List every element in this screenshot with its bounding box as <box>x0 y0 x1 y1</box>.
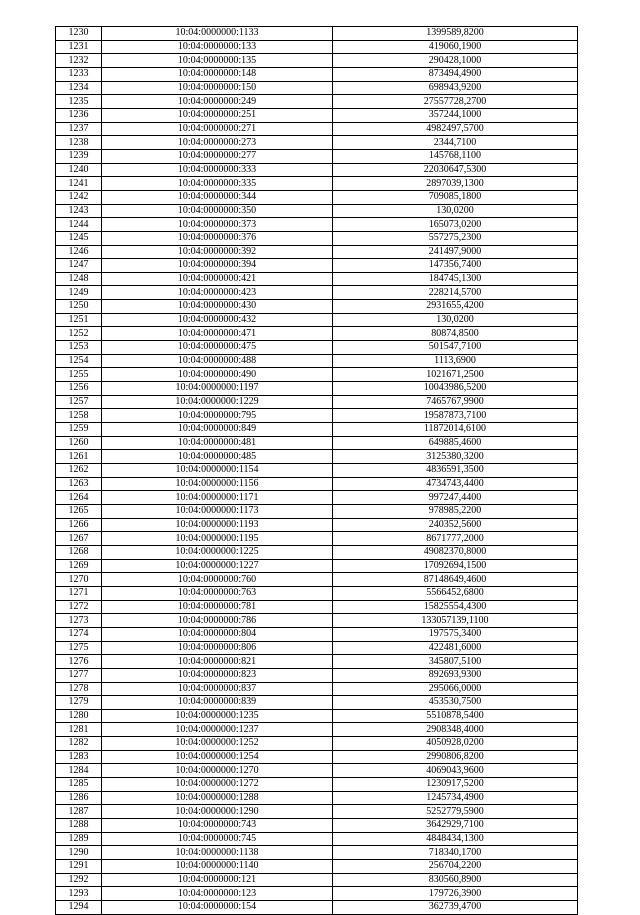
table-row <box>56 545 578 559</box>
row-number-cell: 1251 <box>56 313 102 327</box>
cadastral-number-cell: 10:04:0000000:1290 <box>102 805 333 819</box>
row-number-cell: 1250 <box>56 300 102 314</box>
row-number-cell: 1294 <box>56 901 102 915</box>
row-number-cell: 1238 <box>56 136 102 150</box>
cadastral-number-cell: 10:04:0000000:249 <box>102 95 333 109</box>
cadastral-number-cell: 10:04:0000000:1237 <box>102 723 333 737</box>
cadastral-number-cell: 10:04:0000000:373 <box>102 218 333 232</box>
row-number-cell: 1243 <box>56 204 102 218</box>
cadastral-number-cell: 10:04:0000000:150 <box>102 81 333 95</box>
cadastral-number-cell: 10:04:0000000:392 <box>102 245 333 259</box>
row-number-cell: 1235 <box>56 95 102 109</box>
cadastral-number-cell: 10:04:0000000:271 <box>102 122 333 136</box>
cadastral-number-cell: 10:04:0000000:335 <box>102 177 333 191</box>
value-cell: 256704,2200 <box>333 860 578 874</box>
row-number-cell: 1273 <box>56 614 102 628</box>
cadastral-number-cell: 10:04:0000000:804 <box>102 627 333 641</box>
value-cell: 3642929,7100 <box>333 819 578 833</box>
table-row <box>56 27 578 41</box>
row-number-cell: 1264 <box>56 491 102 505</box>
row-number-cell: 1233 <box>56 67 102 81</box>
row-number-cell: 1242 <box>56 190 102 204</box>
table-row <box>56 218 578 232</box>
table-row <box>56 286 578 300</box>
table-row <box>56 245 578 259</box>
value-cell: 422481,6000 <box>333 641 578 655</box>
table-row <box>56 559 578 573</box>
value-cell: 241497,9000 <box>333 245 578 259</box>
row-number-cell: 1270 <box>56 573 102 587</box>
row-number-cell: 1254 <box>56 354 102 368</box>
cadastral-number-cell: 10:04:0000000:471 <box>102 327 333 341</box>
cadastral-number-cell: 10:04:0000000:1229 <box>102 395 333 409</box>
table-row <box>56 668 578 682</box>
table-row <box>56 778 578 792</box>
row-number-cell: 1256 <box>56 382 102 396</box>
cadastral-number-cell: 10:04:0000000:481 <box>102 436 333 450</box>
table-row <box>56 696 578 710</box>
row-number-cell: 1279 <box>56 696 102 710</box>
cadastral-number-cell: 10:04:0000000:423 <box>102 286 333 300</box>
cadastral-number-cell: 10:04:0000000:121 <box>102 873 333 887</box>
row-number-cell: 1265 <box>56 504 102 518</box>
row-number-cell: 1283 <box>56 750 102 764</box>
cadastral-number-cell: 10:04:0000000:277 <box>102 149 333 163</box>
table-row <box>56 313 578 327</box>
cadastral-number-cell: 10:04:0000000:133 <box>102 40 333 54</box>
cadastral-number-cell: 10:04:0000000:1227 <box>102 559 333 573</box>
cadastral-number-cell: 10:04:0000000:849 <box>102 423 333 437</box>
table-row <box>56 504 578 518</box>
cadastral-number-cell: 10:04:0000000:123 <box>102 887 333 901</box>
row-number-cell: 1269 <box>56 559 102 573</box>
table-row <box>56 464 578 478</box>
cadastral-number-cell: 10:04:0000000:1225 <box>102 545 333 559</box>
row-number-cell: 1244 <box>56 218 102 232</box>
row-number-cell: 1231 <box>56 40 102 54</box>
row-number-cell: 1232 <box>56 54 102 68</box>
table-row <box>56 436 578 450</box>
value-cell: 3125380,3200 <box>333 450 578 464</box>
cadastral-number-cell: 10:04:0000000:763 <box>102 586 333 600</box>
table-row <box>56 764 578 778</box>
value-cell: 5510878,5400 <box>333 709 578 723</box>
cadastral-number-cell: 10:04:0000000:1195 <box>102 532 333 546</box>
row-number-cell: 1272 <box>56 600 102 614</box>
value-cell: 15825554,4300 <box>333 600 578 614</box>
cadastral-number-cell: 10:04:0000000:1138 <box>102 846 333 860</box>
table-row <box>56 54 578 68</box>
table-row <box>56 95 578 109</box>
row-number-cell: 1234 <box>56 81 102 95</box>
cadastral-number-cell: 10:04:0000000:839 <box>102 696 333 710</box>
table-row <box>56 149 578 163</box>
row-number-cell: 1277 <box>56 668 102 682</box>
row-number-cell: 1291 <box>56 860 102 874</box>
value-cell: 1021671,2500 <box>333 368 578 382</box>
value-cell: 2344,7100 <box>333 136 578 150</box>
row-number-cell: 1260 <box>56 436 102 450</box>
table-row <box>56 791 578 805</box>
value-cell: 19587873,7100 <box>333 409 578 423</box>
cadastral-number-cell: 10:04:0000000:823 <box>102 668 333 682</box>
cadastral-number-cell: 10:04:0000000:806 <box>102 641 333 655</box>
value-cell: 649885,4600 <box>333 436 578 450</box>
value-cell: 4982497,5700 <box>333 122 578 136</box>
value-cell: 5566452,6800 <box>333 586 578 600</box>
value-cell: 17092694,1500 <box>333 559 578 573</box>
value-cell: 179726,3900 <box>333 887 578 901</box>
cadastral-number-cell: 10:04:0000000:821 <box>102 655 333 669</box>
table-row <box>56 354 578 368</box>
table-row <box>56 477 578 491</box>
cadastral-number-cell: 10:04:0000000:795 <box>102 409 333 423</box>
cadastral-number-cell: 10:04:0000000:1140 <box>102 860 333 874</box>
value-cell: 362739,4700 <box>333 901 578 915</box>
table-row <box>56 860 578 874</box>
row-number-cell: 1268 <box>56 545 102 559</box>
table-row <box>56 231 578 245</box>
value-cell: 698943,9200 <box>333 81 578 95</box>
cadastral-number-cell: 10:04:0000000:1154 <box>102 464 333 478</box>
row-number-cell: 1280 <box>56 709 102 723</box>
row-number-cell: 1252 <box>56 327 102 341</box>
table-row <box>56 819 578 833</box>
cadastral-number-cell: 10:04:0000000:743 <box>102 819 333 833</box>
table-row <box>56 873 578 887</box>
row-number-cell: 1248 <box>56 272 102 286</box>
table-row <box>56 423 578 437</box>
table-row <box>56 204 578 218</box>
table-row <box>56 163 578 177</box>
value-cell: 295066,0000 <box>333 682 578 696</box>
cadastral-number-cell: 10:04:0000000:490 <box>102 368 333 382</box>
row-number-cell: 1292 <box>56 873 102 887</box>
value-cell: 145768,1100 <box>333 149 578 163</box>
value-cell: 4836591,3500 <box>333 464 578 478</box>
cadastral-number-cell: 10:04:0000000:488 <box>102 354 333 368</box>
table-row <box>56 532 578 546</box>
row-number-cell: 1271 <box>56 586 102 600</box>
value-cell: 184745,1300 <box>333 272 578 286</box>
value-cell: 11872014,6100 <box>333 423 578 437</box>
cadastral-number-cell: 10:04:0000000:786 <box>102 614 333 628</box>
cadastral-number-cell: 10:04:0000000:394 <box>102 259 333 273</box>
table-row <box>56 682 578 696</box>
table-row <box>56 341 578 355</box>
cadastral-number-cell: 10:04:0000000:1133 <box>102 27 333 41</box>
cadastral-number-cell: 10:04:0000000:135 <box>102 54 333 68</box>
value-cell: 345807,5100 <box>333 655 578 669</box>
table-row <box>56 600 578 614</box>
value-cell: 709085,1800 <box>333 190 578 204</box>
table-row <box>56 122 578 136</box>
row-number-cell: 1278 <box>56 682 102 696</box>
row-number-cell: 1236 <box>56 108 102 122</box>
row-number-cell: 1247 <box>56 259 102 273</box>
row-number-cell: 1275 <box>56 641 102 655</box>
cadastral-number-cell: 10:04:0000000:1254 <box>102 750 333 764</box>
row-number-cell: 1286 <box>56 791 102 805</box>
table-row <box>56 395 578 409</box>
cadastral-number-cell: 10:04:0000000:350 <box>102 204 333 218</box>
row-number-cell: 1282 <box>56 737 102 751</box>
value-cell: 4069043,9600 <box>333 764 578 778</box>
value-cell: 7465767,9900 <box>333 395 578 409</box>
value-cell: 830560,8900 <box>333 873 578 887</box>
value-cell: 718340,1700 <box>333 846 578 860</box>
cadastral-number-cell: 10:04:0000000:837 <box>102 682 333 696</box>
value-cell: 165073,0200 <box>333 218 578 232</box>
table-row <box>56 136 578 150</box>
row-number-cell: 1239 <box>56 149 102 163</box>
row-number-cell: 1288 <box>56 819 102 833</box>
table-row <box>56 750 578 764</box>
row-number-cell: 1245 <box>56 231 102 245</box>
cadastral-number-cell: 10:04:0000000:251 <box>102 108 333 122</box>
row-number-cell: 1293 <box>56 887 102 901</box>
table-row <box>56 737 578 751</box>
cadastral-number-cell: 10:04:0000000:1270 <box>102 764 333 778</box>
value-cell: 453530,7500 <box>333 696 578 710</box>
row-number-cell: 1276 <box>56 655 102 669</box>
table-row <box>56 327 578 341</box>
value-cell: 147356,7400 <box>333 259 578 273</box>
table-row <box>56 655 578 669</box>
cadastral-number-cell: 10:04:0000000:745 <box>102 832 333 846</box>
table-row <box>56 832 578 846</box>
table-row <box>56 573 578 587</box>
cadastral-number-cell: 10:04:0000000:1171 <box>102 491 333 505</box>
row-number-cell: 1249 <box>56 286 102 300</box>
value-cell: 49082370,8000 <box>333 545 578 559</box>
cadastral-number-cell: 10:04:0000000:1156 <box>102 477 333 491</box>
value-cell: 2908348,4000 <box>333 723 578 737</box>
value-cell: 10043986,5200 <box>333 382 578 396</box>
table-row <box>56 586 578 600</box>
row-number-cell: 1287 <box>56 805 102 819</box>
value-cell: 892693,9300 <box>333 668 578 682</box>
table-row <box>56 491 578 505</box>
value-cell: 557275,2300 <box>333 231 578 245</box>
table-row <box>56 40 578 54</box>
table-row <box>56 67 578 81</box>
value-cell: 419060,1900 <box>333 40 578 54</box>
table-row <box>56 409 578 423</box>
value-cell: 2897039,1300 <box>333 177 578 191</box>
table-row <box>56 614 578 628</box>
table-row <box>56 901 578 915</box>
row-number-cell: 1284 <box>56 764 102 778</box>
value-cell: 2931655,4200 <box>333 300 578 314</box>
value-cell: 290428,1000 <box>333 54 578 68</box>
value-cell: 22030647,5300 <box>333 163 578 177</box>
row-number-cell: 1266 <box>56 518 102 532</box>
value-cell: 1399589,8200 <box>333 27 578 41</box>
cadastral-number-cell: 10:04:0000000:154 <box>102 901 333 915</box>
row-number-cell: 1253 <box>56 341 102 355</box>
cadastral-number-cell: 10:04:0000000:421 <box>102 272 333 286</box>
cadastral-number-cell: 10:04:0000000:376 <box>102 231 333 245</box>
row-number-cell: 1246 <box>56 245 102 259</box>
table-row <box>56 382 578 396</box>
value-cell: 2990806,8200 <box>333 750 578 764</box>
value-cell: 1230917,5200 <box>333 778 578 792</box>
table-row <box>56 81 578 95</box>
value-cell: 8671777,2000 <box>333 532 578 546</box>
row-number-cell: 1237 <box>56 122 102 136</box>
row-number-cell: 1241 <box>56 177 102 191</box>
value-cell: 87148649,4600 <box>333 573 578 587</box>
table-row <box>56 641 578 655</box>
value-cell: 228214,5700 <box>333 286 578 300</box>
row-number-cell: 1281 <box>56 723 102 737</box>
table-row <box>56 805 578 819</box>
table-row <box>56 450 578 464</box>
cadastral-table <box>55 26 578 915</box>
row-number-cell: 1263 <box>56 477 102 491</box>
table-row <box>56 272 578 286</box>
row-number-cell: 1285 <box>56 778 102 792</box>
value-cell: 1245734,4900 <box>333 791 578 805</box>
table-row <box>56 709 578 723</box>
value-cell: 27557728,2700 <box>333 95 578 109</box>
cadastral-number-cell: 10:04:0000000:1193 <box>102 518 333 532</box>
table-row <box>56 368 578 382</box>
cadastral-number-cell: 10:04:0000000:485 <box>102 450 333 464</box>
cadastral-number-cell: 10:04:0000000:333 <box>102 163 333 177</box>
cadastral-number-cell: 10:04:0000000:148 <box>102 67 333 81</box>
row-number-cell: 1240 <box>56 163 102 177</box>
cadastral-number-cell: 10:04:0000000:760 <box>102 573 333 587</box>
cadastral-number-cell: 10:04:0000000:475 <box>102 341 333 355</box>
row-number-cell: 1261 <box>56 450 102 464</box>
value-cell: 130,0200 <box>333 204 578 218</box>
table-row <box>56 259 578 273</box>
value-cell: 873494,4900 <box>333 67 578 81</box>
row-number-cell: 1274 <box>56 627 102 641</box>
table-row <box>56 887 578 901</box>
cadastral-number-cell: 10:04:0000000:344 <box>102 190 333 204</box>
row-number-cell: 1230 <box>56 27 102 41</box>
table-row <box>56 190 578 204</box>
value-cell: 357244,1000 <box>333 108 578 122</box>
row-number-cell: 1257 <box>56 395 102 409</box>
table-row <box>56 627 578 641</box>
value-cell: 240352,5600 <box>333 518 578 532</box>
value-cell: 197575,3400 <box>333 627 578 641</box>
value-cell: 133057139,1100 <box>333 614 578 628</box>
row-number-cell: 1255 <box>56 368 102 382</box>
cadastral-number-cell: 10:04:0000000:1288 <box>102 791 333 805</box>
value-cell: 501547,7100 <box>333 341 578 355</box>
row-number-cell: 1262 <box>56 464 102 478</box>
table-row <box>56 846 578 860</box>
row-number-cell: 1267 <box>56 532 102 546</box>
cadastral-number-cell: 10:04:0000000:432 <box>102 313 333 327</box>
cadastral-number-cell: 10:04:0000000:1235 <box>102 709 333 723</box>
cadastral-number-cell: 10:04:0000000:1252 <box>102 737 333 751</box>
cadastral-number-cell: 10:04:0000000:273 <box>102 136 333 150</box>
table-row <box>56 518 578 532</box>
value-cell: 978985,2200 <box>333 504 578 518</box>
value-cell: 1113,6900 <box>333 354 578 368</box>
cadastral-number-cell: 10:04:0000000:1272 <box>102 778 333 792</box>
value-cell: 4734743,4400 <box>333 477 578 491</box>
cadastral-number-cell: 10:04:0000000:781 <box>102 600 333 614</box>
table-row <box>56 108 578 122</box>
row-number-cell: 1259 <box>56 423 102 437</box>
cadastral-number-cell: 10:04:0000000:1173 <box>102 504 333 518</box>
cadastral-number-cell: 10:04:0000000:1197 <box>102 382 333 396</box>
value-cell: 130,0200 <box>333 313 578 327</box>
table-row <box>56 300 578 314</box>
table-body <box>56 27 578 915</box>
cadastral-number-cell: 10:04:0000000:430 <box>102 300 333 314</box>
table-row <box>56 177 578 191</box>
table-row <box>56 723 578 737</box>
row-number-cell: 1258 <box>56 409 102 423</box>
value-cell: 4848434,1300 <box>333 832 578 846</box>
value-cell: 5252779,5900 <box>333 805 578 819</box>
row-number-cell: 1290 <box>56 846 102 860</box>
value-cell: 997247,4400 <box>333 491 578 505</box>
row-number-cell: 1289 <box>56 832 102 846</box>
value-cell: 80874,8500 <box>333 327 578 341</box>
value-cell: 4050928,0200 <box>333 737 578 751</box>
